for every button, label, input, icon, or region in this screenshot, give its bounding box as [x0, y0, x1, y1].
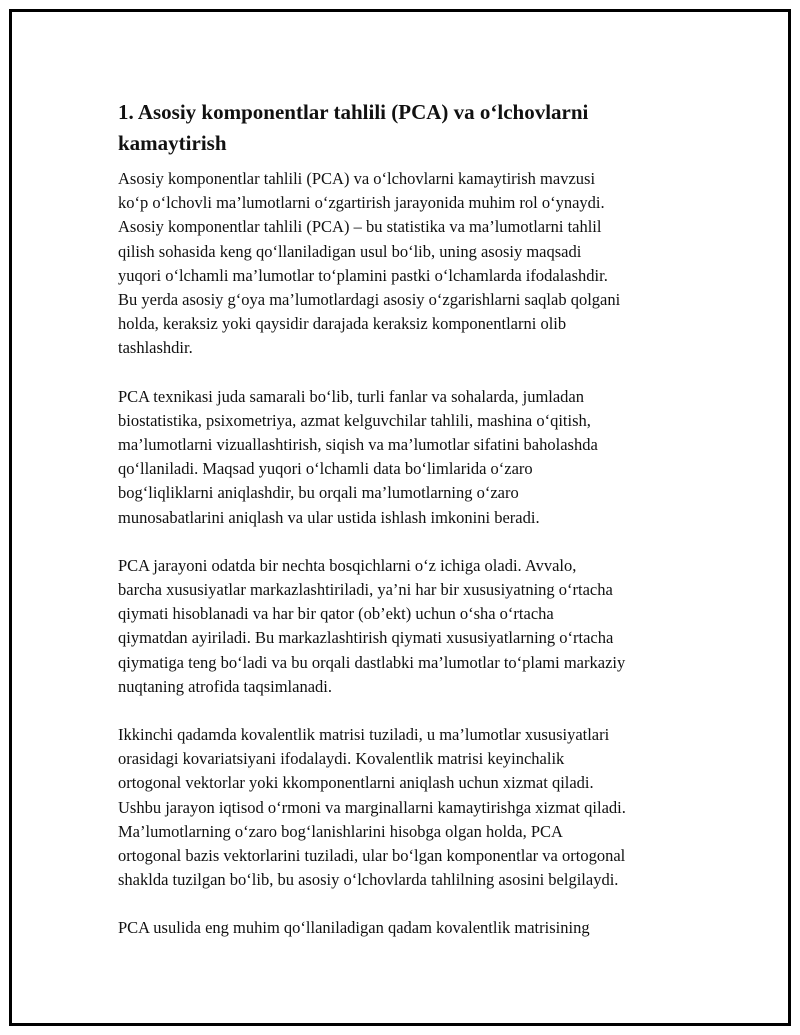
paragraph-1	[118, 167, 698, 361]
paragraph-4	[118, 723, 698, 892]
text-line: biostatistika, psixometriya, azmat kelguvchilar tahlili, mashina o‘qitish,	[118, 410, 591, 430]
text-line: Bu yerda asosiy g‘oya ma’lumotlardagi asosiy o‘zgarishlarni saqlab qolgani	[118, 290, 621, 310]
text-line: Asosiy komponentlar tahlili (PCA) – bu statistika va ma’lumotlarni tahlil	[118, 217, 602, 237]
text-line: ortogonal vektorlar yoki kkomponentlarni aniqlash uchun xizmat qiladi.	[118, 773, 594, 793]
paragraph-5	[118, 916, 698, 940]
text-line: qiymati hisoblanadi va har bir qator (ob’ekt) uchun o‘sha o‘rtacha	[118, 604, 554, 624]
text-line: Ma’lumotlarning o‘zaro bog‘lanishlarini hisobga olgan holda, PCA	[118, 821, 563, 841]
text-line: barcha xususiyatlar markazlashtiriladi, ya’ni har bir xususiyatning o‘rtacha	[118, 580, 613, 600]
text-line: qilish sohasida keng qo‘llaniladigan usul bo‘lib, uning asosiy maqsadi	[118, 241, 582, 261]
text-line: PCA texnikasi juda samarali bo‘lib, turli fanlar va sohalarda, jumladan	[118, 386, 585, 406]
text-line: shaklda tuzilgan bo‘lib, bu asosiy o‘lchovlarda tahlilning asosini belgilaydi.	[118, 870, 619, 890]
text-line: qiymatdan ayiriladi. Bu markazlashtirish qiymati xususiyatlarning o‘rtacha	[118, 628, 614, 648]
text-line: ortogonal bazis vektorlarini tuziladi, ular bo‘lgan komponentlar va ortogonal	[118, 846, 626, 866]
text-line: Ushbu jarayon iqtisod o‘rmoni va marginallarni kamaytirishga xizmat qiladi.	[118, 797, 626, 817]
text-line: nuqtaning atrofida taqsimlanadi.	[118, 676, 332, 696]
paragraph-2	[118, 385, 698, 530]
document-body	[118, 97, 698, 965]
page-frame	[9, 9, 791, 1026]
text-line: tashlashdir.	[118, 338, 193, 358]
text-line: orasidagi kovariatsiyani ifodalaydi. Kovalentlik matrisi keyinchalik	[118, 749, 565, 769]
text-line: ma’lumotlarni vizuallashtirish, siqish va ma’lumotlar sifatini baholashda	[118, 435, 598, 455]
text-line: qiymatiga teng bo‘ladi va bu orqali dastlabki ma’lumotlar to‘plami markaziy	[118, 652, 626, 672]
paragraph-3	[118, 554, 698, 699]
title-line: kamaytirish	[118, 131, 227, 155]
title-line: 1. Asosiy komponentlar tahlili (PCA) va o‘lchovlarni	[118, 100, 589, 124]
text-line: qo‘llaniladi. Maqsad yuqori o‘lchamli data bo‘limlarida o‘zaro	[118, 459, 533, 479]
text-line: munosabatlarini aniqlash va ular ustida ishlash imkonini beradi.	[118, 507, 540, 527]
text-line: holda, keraksiz yoki qaysidir darajada keraksiz komponentlarni olib	[118, 314, 567, 334]
text-line: ko‘p o‘lchovli ma’lumotlarni o‘zgartirish jarayonida muhim rol o‘ynaydi.	[118, 193, 605, 213]
text-line: Ikkinchi qadamda kovalentlik matrisi tuziladi, u ma’lumotlar xususiyatlari	[118, 725, 610, 745]
text-line: yuqori o‘lchamli ma’lumotlar to‘plamini pastki o‘lchamlarda ifodalashdir.	[118, 265, 608, 285]
text-line: PCA usulida eng muhim qo‘llaniladigan qadam kovalentlik matrisining	[118, 918, 590, 938]
text-line: Asosiy komponentlar tahlili (PCA) va o‘lchovlarni kamaytirish mavzusi	[118, 169, 596, 188]
text-line: PCA jarayoni odatda bir nechta bosqichlarni o‘z ichiga oladi. Avvalo,	[118, 555, 577, 575]
text-line: bog‘liqliklarni aniqlashdir, bu orqali ma’lumotlarning o‘zaro	[118, 483, 519, 503]
section-title	[118, 97, 698, 159]
